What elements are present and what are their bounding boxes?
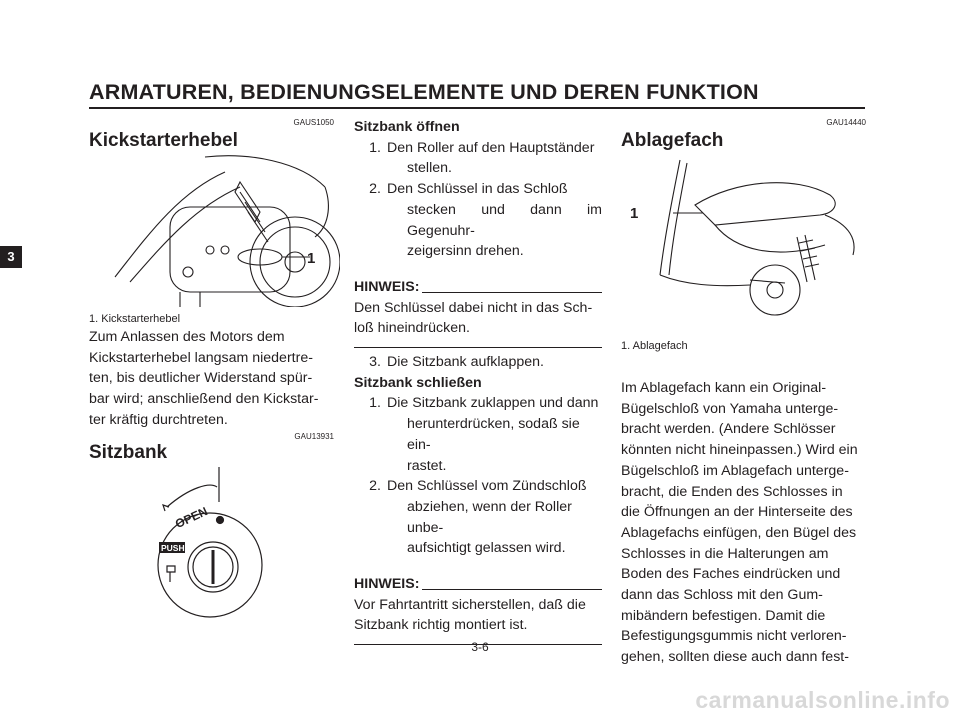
storage-compartment-illustration <box>625 155 865 320</box>
step-line: aufsichtigt gelassen wird. <box>407 540 566 557</box>
heading-kickstarterhebel: Kickstarterhebel <box>89 130 238 151</box>
paragraph-line: Bügelschloß von Yamaha unterge- <box>621 400 839 417</box>
heading-sitzbank: Sitzbank <box>89 442 168 463</box>
paragraph-line: Ablagefachs einfügen, den Bügel des <box>621 524 857 541</box>
step-line: herunterdrücken, sodaß sie ein- <box>407 416 580 453</box>
step-item <box>354 179 602 262</box>
note-line: loß hineindrücken. <box>354 320 470 337</box>
step-line: Die Sitzbank aufklappen. <box>387 354 544 371</box>
kickstarter-paragraph <box>89 327 335 431</box>
title-rule <box>89 107 865 109</box>
note-header <box>354 574 602 595</box>
kickstarter-callout: 1 <box>307 250 316 267</box>
paragraph-line: bracht, die Enden des Schlosses in <box>621 483 843 500</box>
ablagefach-paragraph <box>621 378 867 668</box>
sitzbank-column <box>354 117 602 645</box>
step-number: 2. <box>369 181 381 198</box>
section-code: GAUS1050 <box>293 118 334 127</box>
paragraph-line: mibändern befestigen. Damit die <box>621 607 826 624</box>
subhead-open: Sitzbank öffnen <box>354 119 460 135</box>
step-line: Die Sitzbank zuklappen und dann <box>387 395 599 412</box>
paragraph-line: Zum Anlassen des Motors dem <box>89 329 285 345</box>
step-item <box>354 138 602 179</box>
note-line: Sitzbank richtig montiert ist. <box>354 617 528 634</box>
paragraph-line: die Öffnungen an der Hinterseite des <box>621 504 853 521</box>
step-number: 1. <box>369 139 381 156</box>
page-title: ARMATUREN, BEDIENUNGSELEMENTE UND DEREN FUNKTION <box>89 80 759 104</box>
paragraph-line: ten, bis deutlicher Widerstand spür- <box>89 370 313 387</box>
paragraph-line: Bügelschloß im Ablagefach unterge- <box>621 462 849 479</box>
note-line: Den Schlüssel dabei nicht in das Sch- <box>354 299 593 316</box>
figure-caption: 1. Kickstarterhebel <box>89 313 181 325</box>
step-number: 1. <box>369 395 381 412</box>
paragraph-line: ter kräftig durchtreten. <box>89 411 228 428</box>
watermark: carmanualsonline.info <box>695 687 950 713</box>
page-number: 3-6 <box>471 640 489 654</box>
step-item <box>354 393 602 476</box>
note-label: HINWEIS: <box>354 278 420 295</box>
heading-ablagefach: Ablagefach <box>621 130 724 151</box>
section-code: GAU13931 <box>294 432 334 441</box>
paragraph-line: Im Ablagefach kann ein Original- <box>621 380 827 396</box>
figure-caption: 1. Ablagefach <box>621 340 688 352</box>
paragraph-line: Befestigungsgummis nicht verloren- <box>621 628 847 645</box>
step-line: Den Schlüssel vom Zündschloß <box>387 478 587 495</box>
step-line: stecken und dann im Gegenuhr- <box>407 201 602 239</box>
note-end-rule <box>354 347 602 348</box>
step-line: rastet. <box>407 457 447 474</box>
section-code: GAU14440 <box>826 118 866 127</box>
open-label: OPEN <box>172 504 210 532</box>
paragraph-line: könnten nicht hineinpassen.) Wird ein <box>621 442 858 459</box>
storage-callout: 1 <box>630 205 639 222</box>
step-item <box>354 352 602 373</box>
kickstarter-illustration <box>110 152 340 307</box>
note-header <box>354 277 602 298</box>
step-number: 2. <box>369 478 381 495</box>
subhead-close: Sitzbank schließen <box>354 374 482 391</box>
step-line: Den Schlüssel in das Schloß <box>387 181 568 198</box>
paragraph-line: dann das Schloss mit den Gum- <box>621 587 823 604</box>
seat-lock-illustration <box>145 462 265 622</box>
paragraph-line: Boden des Faches eindrücken und <box>621 566 841 583</box>
note-line: Vor Fahrtantritt sicherstellen, daß die <box>354 596 586 613</box>
step-line: abziehen, wenn der Roller unbe- <box>407 498 572 536</box>
step-item <box>354 476 602 559</box>
paragraph-line: Schlosses in die Halterungen am <box>621 545 829 562</box>
paragraph-line: bracht werden. (Andere Schlösser <box>621 421 836 438</box>
note-label: HINWEIS: <box>354 576 420 593</box>
step-number: 3. <box>369 354 381 371</box>
push-label: PUSH <box>161 543 185 553</box>
paragraph-line: Kickstarterhebel langsam niedertre- <box>89 349 313 366</box>
paragraph-line: bar wird; anschließend den Kickstar- <box>89 391 319 408</box>
chapter-tab: 3 <box>0 246 22 268</box>
step-line: stellen. <box>407 160 452 177</box>
step-line: Den Roller auf den Hauptständer <box>387 139 595 156</box>
step-line: zeigersinn drehen. <box>407 243 524 260</box>
paragraph-line: gehen, sollten diese auch dann fest- <box>621 649 849 666</box>
